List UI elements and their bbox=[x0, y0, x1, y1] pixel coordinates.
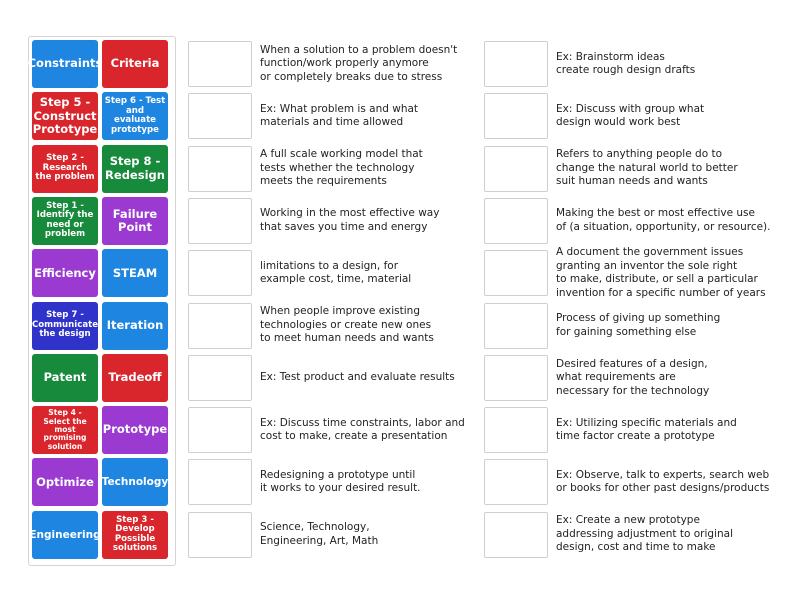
tile-prototype[interactable]: Prototype bbox=[102, 406, 168, 454]
drop-slot[interactable] bbox=[484, 250, 548, 296]
tile-step-6-test-and-evaluate-prototype[interactable]: Step 6 - Test and evaluate prototype bbox=[102, 92, 168, 140]
definition-text: A document the government issues granting an inventor the sole right to make, distribute, or sell a particular invention for a specific number of years bbox=[556, 246, 766, 299]
drop-slot[interactable] bbox=[484, 459, 548, 505]
definition-text: Working in the most effective way that saves you time and energy bbox=[260, 207, 440, 233]
drop-slot[interactable] bbox=[188, 407, 252, 453]
drop-slot[interactable] bbox=[188, 198, 252, 244]
tile-constraints[interactable]: Constraints bbox=[32, 40, 98, 88]
definition-text: Ex: Discuss time constraints, labor and cost to make, create a presentation bbox=[260, 416, 465, 443]
definition-text: Ex: Observe, talk to experts, search web or books for other past designs/products bbox=[556, 468, 770, 495]
tile-step-3-develop-possible-solutions[interactable]: Step 3 - Develop Possible solutions bbox=[102, 511, 168, 559]
definition-text: When a solution to a problem doesn't function/work properly anymore or completely breaks due to stress bbox=[260, 43, 458, 83]
tile-step-8-redesign[interactable]: Step 8 - Redesign bbox=[102, 145, 168, 193]
definition-text: Ex: Utilizing specific materials and time factor create a prototype bbox=[556, 416, 737, 443]
definition-text: Ex: Discuss with group what design would work best bbox=[556, 102, 705, 129]
tile-patent[interactable]: Patent bbox=[32, 354, 98, 402]
drop-slot[interactable] bbox=[188, 146, 252, 192]
drop-slot[interactable] bbox=[484, 198, 548, 244]
tile-efficiency[interactable]: Efficiency bbox=[32, 249, 98, 297]
tile-tradeoff[interactable]: Tradeoff bbox=[102, 354, 168, 402]
drop-slot[interactable] bbox=[188, 93, 252, 139]
tile-criteria[interactable]: Criteria bbox=[102, 40, 168, 88]
tile-optimize[interactable]: Optimize bbox=[32, 458, 98, 506]
tile-engineering[interactable]: Engineering bbox=[32, 511, 98, 559]
drop-slot[interactable] bbox=[188, 303, 252, 349]
definition-text: Science, Technology, Engineering, Art, Math bbox=[260, 521, 379, 547]
drop-slot[interactable] bbox=[188, 355, 252, 401]
drop-slot[interactable] bbox=[188, 41, 252, 87]
tile-step-7-communicate-the-design[interactable]: Step 7 - Communicate the design bbox=[32, 302, 98, 350]
tile-steam[interactable]: STEAM bbox=[102, 249, 168, 297]
definition-text: A full scale working model that tests whether the technology meets the requirements bbox=[260, 148, 423, 188]
tile-step-4-select-the-most-promising-solution[interactable]: Step 4 - Select the most promising solution bbox=[32, 406, 98, 454]
tile-failure-point[interactable]: Failure Point bbox=[102, 197, 168, 245]
drop-slot[interactable] bbox=[188, 512, 252, 558]
drop-slot[interactable] bbox=[484, 355, 548, 401]
definition-text: Making the best or most effective use of (a situation, opportunity, or resource). bbox=[556, 207, 771, 233]
drop-slot[interactable] bbox=[484, 407, 548, 453]
definition-text: Desired features of a design, what requirements are necessary for the technology bbox=[556, 357, 710, 397]
definition-text: Ex: What problem is and what materials and time allowed bbox=[260, 102, 419, 129]
tile-technology[interactable]: Technology bbox=[102, 458, 168, 506]
tile-step-1-identify-the-need-or-problem[interactable]: Step 1 - Identify the need or problem bbox=[32, 197, 98, 245]
drop-slot[interactable] bbox=[484, 303, 548, 349]
definition-text: limitations to a design, for example cost, time, material bbox=[260, 259, 412, 286]
definition-text: Refers to anything people do to change the natural world to better suit human needs and wants bbox=[556, 148, 738, 188]
tile-step-2-research-the-problem[interactable]: Step 2 - Research the problem bbox=[32, 145, 98, 193]
drop-slot[interactable] bbox=[484, 93, 548, 139]
drop-slot[interactable] bbox=[188, 250, 252, 296]
definition-text: Ex: Test product and evaluate results bbox=[260, 371, 455, 384]
drop-slot[interactable] bbox=[484, 146, 548, 192]
drop-slot[interactable] bbox=[188, 459, 252, 505]
definition-text: Ex: Brainstorm ideas create rough design drafts bbox=[556, 50, 696, 76]
tile-iteration[interactable]: Iteration bbox=[102, 302, 168, 350]
drop-slot[interactable] bbox=[484, 512, 548, 558]
definition-text: When people improve existing technologies or create new ones to meet human needs and wants bbox=[260, 305, 434, 345]
definition-text: Process of giving up something for gaining something else bbox=[556, 312, 721, 338]
definition-text: Redesigning a prototype until it works to your desired result. bbox=[260, 468, 421, 495]
definition-text: Ex: Create a new prototype addressing adjustment to original design, cost and time to make bbox=[556, 514, 734, 554]
drop-slot[interactable] bbox=[484, 41, 548, 87]
tile-step-5-construct-prototype[interactable]: Step 5 - Construct Prototype bbox=[32, 92, 98, 140]
